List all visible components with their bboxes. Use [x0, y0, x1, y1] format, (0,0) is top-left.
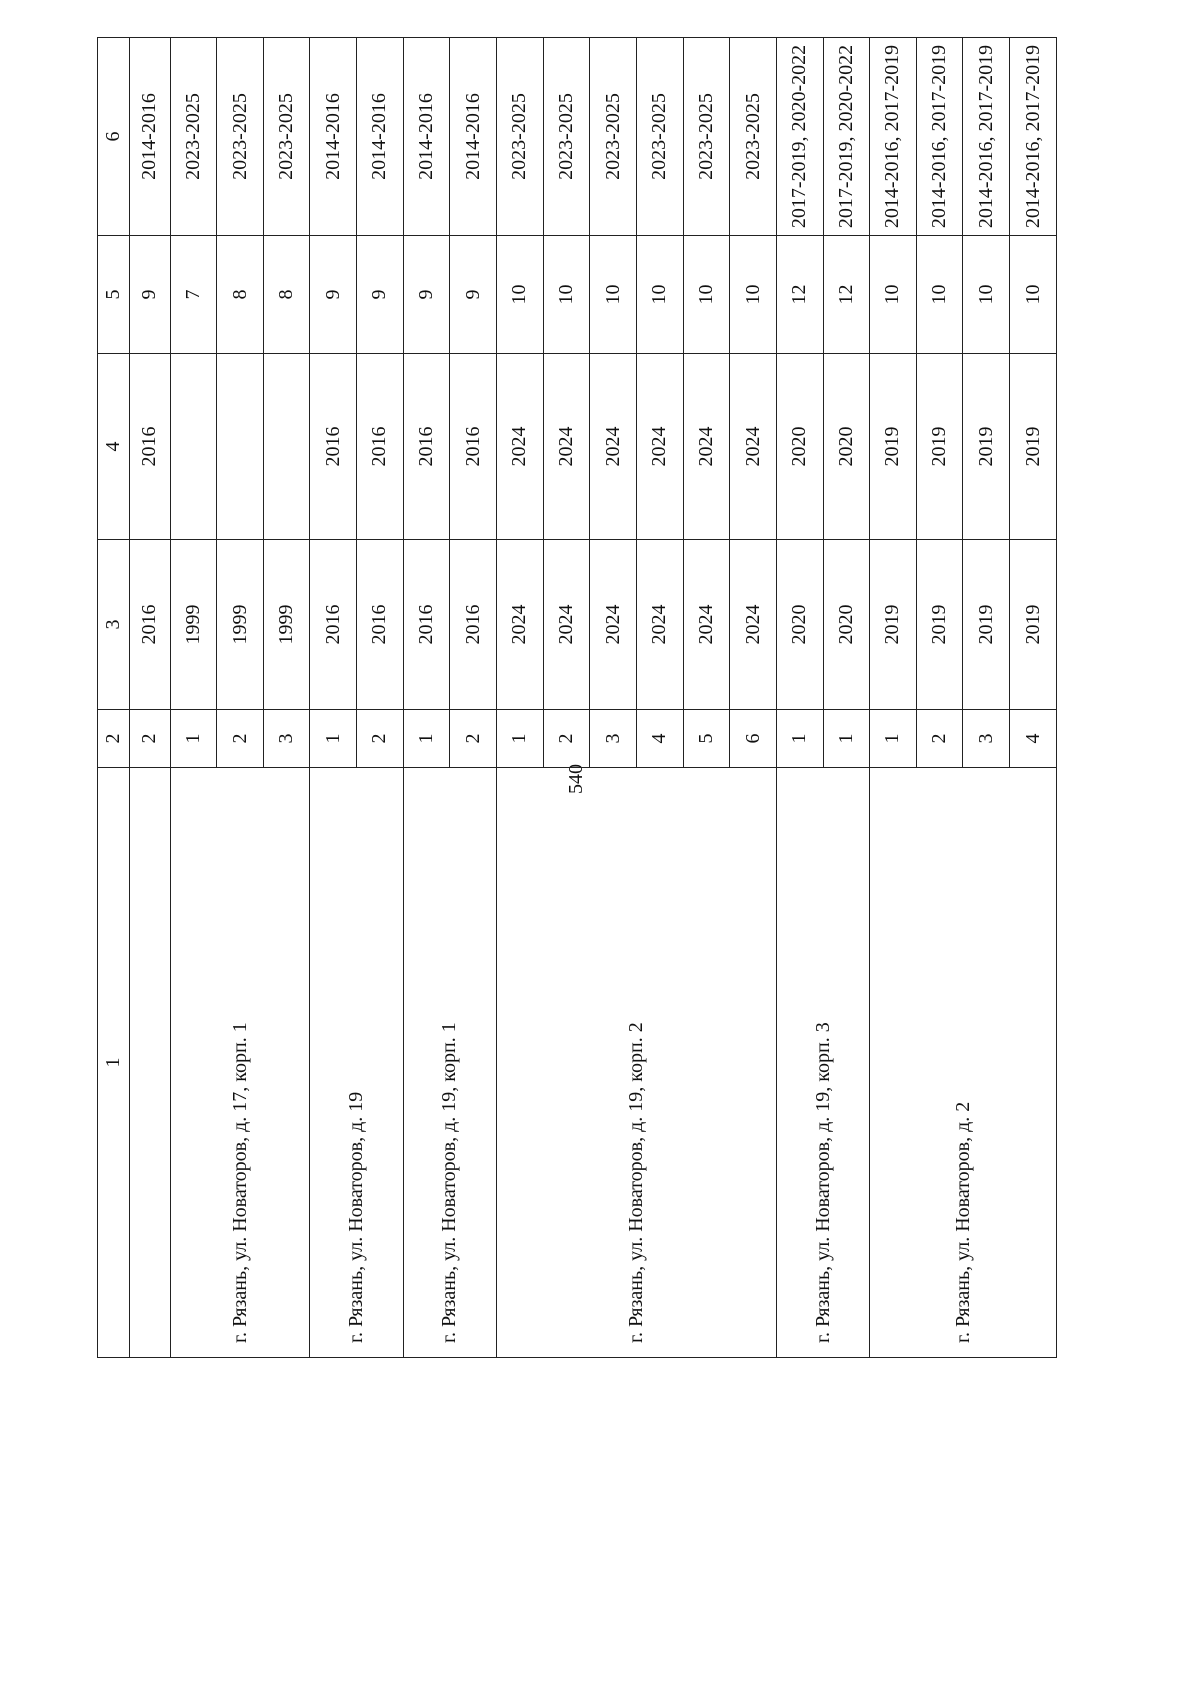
cell-c5: 9	[450, 236, 497, 354]
cell-c3: 2016	[357, 540, 404, 710]
cell-c6: 2017-2019, 2020-2022	[823, 38, 870, 236]
table-row	[776, 38, 823, 1358]
cell-c6: 2017-2019, 2020-2022	[776, 38, 823, 236]
address-cell: г. Рязань, ул. Новаторов, д. 17, корп. 1	[170, 768, 310, 1358]
header-cell: 2	[98, 710, 130, 768]
cell-c5: 10	[683, 236, 730, 354]
cell-c4	[170, 354, 217, 540]
cell-c6: 2023-2025	[730, 38, 777, 236]
cell-c5: 9	[357, 236, 404, 354]
cell-c4: 2024	[543, 354, 590, 540]
cell-c6: 2023-2025	[543, 38, 590, 236]
cell-c2: 4	[636, 710, 683, 768]
table-row	[870, 38, 917, 1358]
cell-c6: 2014-2016	[357, 38, 404, 236]
cell-c2: 5	[683, 710, 730, 768]
cell-c3: 2024	[730, 540, 777, 710]
rotated-table	[97, 38, 1057, 1358]
data-table	[97, 37, 1057, 1358]
header-row	[98, 38, 130, 1358]
cell-c3: 1999	[217, 540, 264, 710]
cell-c3: 2024	[683, 540, 730, 710]
cell-c4: 2024	[636, 354, 683, 540]
cell-c3: 2024	[497, 540, 544, 710]
cell-c4: 2016	[403, 354, 450, 540]
cell-c5: 10	[543, 236, 590, 354]
table-row	[130, 38, 170, 1358]
cell-c3: 2020	[823, 540, 870, 710]
cell-c4: 2019	[963, 354, 1010, 540]
cell-c5: 9	[130, 236, 170, 354]
cell-c5: 10	[870, 236, 917, 354]
cell-c2: 1	[776, 710, 823, 768]
cell-c3: 2016	[310, 540, 357, 710]
cell-c2: 2	[217, 710, 264, 768]
cell-c4: 2019	[870, 354, 917, 540]
cell-c2: 2	[130, 710, 170, 768]
rotated-table-container	[97, 38, 1057, 1358]
cell-c5: 10	[1010, 236, 1057, 354]
cell-c4: 2016	[310, 354, 357, 540]
cell-c2: 1	[403, 710, 450, 768]
cell-c6: 2023-2025	[590, 38, 637, 236]
address-cell: г. Рязань, ул. Новаторов, д. 19, корп. 1	[403, 768, 496, 1358]
cell-c2: 3	[963, 710, 1010, 768]
cell-c6: 2014-2016	[130, 38, 170, 236]
header-cell: 4	[98, 354, 130, 540]
cell-c3: 1999	[170, 540, 217, 710]
cell-c2: 2	[450, 710, 497, 768]
cell-c2: 3	[590, 710, 637, 768]
address-cell: г. Рязань, ул. Новаторов, д. 2	[870, 768, 1057, 1358]
cell-c4: 2024	[590, 354, 637, 540]
cell-c5: 12	[823, 236, 870, 354]
cell-c5: 10	[497, 236, 544, 354]
header-cell: 3	[98, 540, 130, 710]
cell-c5: 10	[590, 236, 637, 354]
cell-c6: 2014-2016, 2017-2019	[1010, 38, 1057, 236]
cell-c6: 2014-2016, 2017-2019	[916, 38, 963, 236]
cell-c3: 2019	[916, 540, 963, 710]
page-number: 540	[565, 764, 587, 794]
address-cell: г. Рязань, ул. Новаторов, д. 19, корп. 3	[776, 768, 869, 1358]
cell-c5: 7	[170, 236, 217, 354]
header-cell: 5	[98, 236, 130, 354]
cell-c5: 10	[916, 236, 963, 354]
cell-c6: 2014-2016	[403, 38, 450, 236]
cell-c2: 3	[263, 710, 310, 768]
cell-c4: 2024	[497, 354, 544, 540]
cell-c6: 2023-2025	[497, 38, 544, 236]
cell-c5: 10	[963, 236, 1010, 354]
cell-c4: 2024	[730, 354, 777, 540]
cell-c4	[217, 354, 264, 540]
address-cell	[130, 768, 170, 1358]
cell-c6: 2014-2016, 2017-2019	[963, 38, 1010, 236]
table-row	[170, 38, 217, 1358]
cell-c2: 1	[823, 710, 870, 768]
cell-c3: 2016	[403, 540, 450, 710]
cell-c4: 2024	[683, 354, 730, 540]
cell-c2: 1	[170, 710, 217, 768]
address-cell: г. Рязань, ул. Новаторов, д. 19, корп. 2	[497, 768, 777, 1358]
cell-c3: 2016	[130, 540, 170, 710]
cell-c2: 2	[543, 710, 590, 768]
table-row	[403, 38, 450, 1358]
header-cell: 6	[98, 38, 130, 236]
cell-c3: 2024	[636, 540, 683, 710]
cell-c4: 2016	[130, 354, 170, 540]
cell-c2: 1	[310, 710, 357, 768]
cell-c4: 2016	[450, 354, 497, 540]
cell-c3: 2016	[450, 540, 497, 710]
cell-c4: 2016	[357, 354, 404, 540]
cell-c4: 2020	[823, 354, 870, 540]
cell-c2: 6	[730, 710, 777, 768]
cell-c4: 2019	[1010, 354, 1057, 540]
cell-c5: 8	[263, 236, 310, 354]
cell-c3: 2019	[1010, 540, 1057, 710]
header-cell: 1	[98, 768, 130, 1358]
cell-c3: 2019	[870, 540, 917, 710]
table-row	[310, 38, 357, 1358]
cell-c3: 2020	[776, 540, 823, 710]
cell-c5: 8	[217, 236, 264, 354]
cell-c2: 1	[497, 710, 544, 768]
cell-c3: 1999	[263, 540, 310, 710]
cell-c6: 2023-2025	[217, 38, 264, 236]
cell-c4: 2020	[776, 354, 823, 540]
cell-c2: 2	[357, 710, 404, 768]
cell-c6: 2023-2025	[263, 38, 310, 236]
cell-c3: 2024	[590, 540, 637, 710]
cell-c6: 2023-2025	[636, 38, 683, 236]
cell-c6: 2014-2016	[310, 38, 357, 236]
table-row	[497, 38, 544, 1358]
cell-c3: 2019	[963, 540, 1010, 710]
address-cell: г. Рязань, ул. Новаторов, д. 19	[310, 768, 403, 1358]
cell-c2: 2	[916, 710, 963, 768]
cell-c6: 2014-2016	[450, 38, 497, 236]
cell-c2: 1	[870, 710, 917, 768]
cell-c5: 10	[636, 236, 683, 354]
cell-c2: 4	[1010, 710, 1057, 768]
cell-c5: 9	[310, 236, 357, 354]
cell-c6: 2014-2016, 2017-2019	[870, 38, 917, 236]
cell-c6: 2023-2025	[683, 38, 730, 236]
cell-c4	[263, 354, 310, 540]
cell-c5: 10	[730, 236, 777, 354]
cell-c6: 2023-2025	[170, 38, 217, 236]
cell-c5: 12	[776, 236, 823, 354]
cell-c4: 2019	[916, 354, 963, 540]
cell-c3: 2024	[543, 540, 590, 710]
cell-c5: 9	[403, 236, 450, 354]
